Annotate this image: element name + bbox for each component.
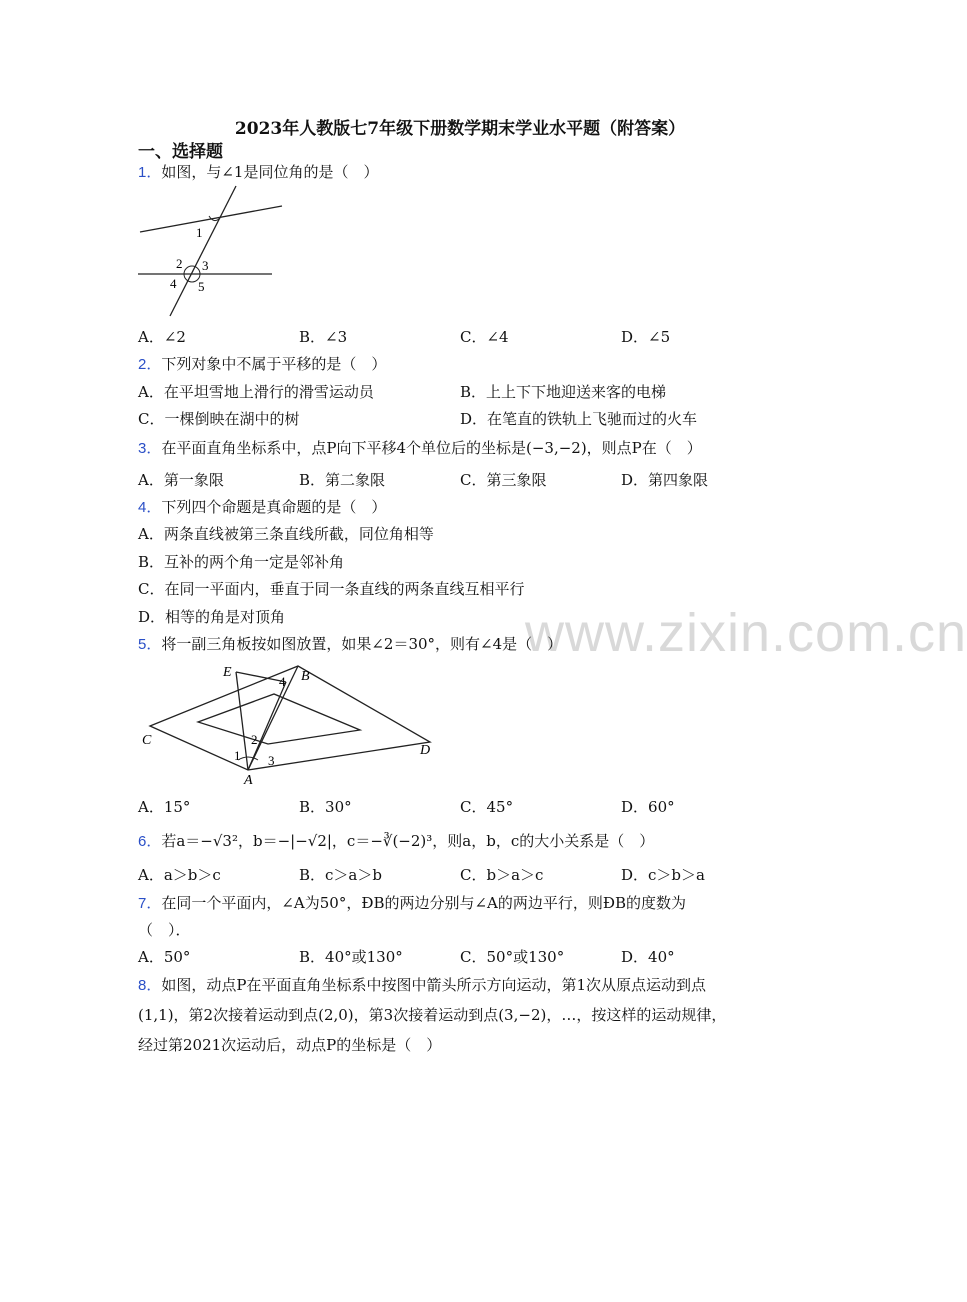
watermark: www.zixin.com.cn — [525, 603, 967, 663]
question-5 — [138, 633, 562, 654]
question-number: 2． — [138, 356, 162, 373]
option-d: D．c＞b＞a — [621, 866, 705, 884]
option-d: D．相等的角是对顶角 — [138, 608, 286, 626]
angle-label: 1 — [196, 225, 203, 240]
option-a: A．两条直线被第三条直线所截，同位角相等 — [138, 525, 434, 543]
question-number: 5． — [138, 636, 162, 653]
question-number: 7． — [138, 895, 162, 912]
option-a: A．50° — [138, 948, 191, 966]
option-b: B．30° — [299, 798, 352, 816]
question-text: 下列对象中不属于平移的是（ ） — [161, 355, 387, 373]
point-label: C — [142, 733, 152, 748]
point-label: E — [223, 665, 232, 680]
option-b: B．40°或130° — [299, 948, 403, 966]
option-a: A．第一象限 — [138, 471, 224, 489]
option-c: C．在同一平面内，垂直于同一条直线的两条直线互相平行 — [138, 580, 525, 598]
section-heading: 一、选择题 — [138, 142, 223, 162]
option-c: C．∠4 — [460, 328, 509, 346]
figure-parallel-lines — [136, 184, 286, 320]
question-text: 将一副三角板按如图放置，如果∠2＝30°，则有∠4是（ ） — [161, 635, 563, 653]
question-4 — [138, 496, 386, 517]
question-3 — [138, 437, 702, 458]
point-label: D — [420, 743, 431, 758]
angle-label: 4 — [279, 674, 286, 689]
option-b: B．c＞a＞b — [299, 866, 382, 884]
option-d: D．在笔直的铁轨上飞驰而过的火车 — [460, 410, 698, 428]
question-text: 如图，动点P在平面直角坐标系中按图中箭头所示方向运动，第1次从原点运动到点 — [161, 976, 706, 994]
figure-triangle-rulers — [138, 658, 438, 790]
question-number: 1． — [138, 164, 162, 181]
angle-label: 4 — [170, 276, 177, 291]
question-8-line2: (1,1)，第2次接着运动到点(2,0)，第3次接着运动到点(3,−2)，…，按这样的运动规律， — [138, 1006, 727, 1024]
option-c: C．一棵倒映在湖中的树 — [138, 410, 300, 428]
question-text: 若a＝−√3²，b＝−|−√2|，c＝−∛(−2)³，则a，b，c的大小关系是（ ） — [161, 832, 655, 850]
option-c: C．45° — [460, 798, 514, 816]
option-c: C．第三象限 — [460, 471, 547, 489]
angle-label: 2 — [251, 732, 258, 747]
option-d: D．60° — [621, 798, 675, 816]
option-a: A．∠2 — [138, 328, 186, 346]
option-b: B．互补的两个角一定是邻补角 — [138, 553, 345, 571]
question-7 — [138, 892, 686, 913]
option-b: B．第二象限 — [299, 471, 386, 489]
question-6 — [138, 830, 654, 851]
option-b: B．上上下下地迎送来客的电梯 — [460, 383, 667, 401]
question-text: 下列四个命题是真命题的是（ ） — [161, 498, 387, 516]
angle-label: 3 — [268, 753, 275, 768]
option-a: A．a＞b＞c — [138, 866, 221, 884]
option-d: D．第四象限 — [621, 471, 709, 489]
option-b: B．∠3 — [299, 328, 348, 346]
question-2 — [138, 353, 386, 374]
question-text: 在同一个平面内，∠A为50°，ÐB的两边分别与∠A的两边平行，则ÐB的度数为 — [161, 894, 686, 912]
question-number: 6． — [138, 833, 162, 850]
angle-label: 5 — [198, 279, 205, 294]
question-text: 如图，与∠1是同位角的是（ ） — [161, 163, 379, 181]
point-label: B — [301, 669, 310, 684]
question-8-line3: 经过第2021次运动后，动点P的坐标是（ ） — [138, 1036, 442, 1054]
angle-label: 1 — [234, 748, 241, 763]
angle-label: 3 — [202, 258, 209, 273]
option-a: A．15° — [138, 798, 191, 816]
option-c: C．50°或130° — [460, 948, 565, 966]
option-c: C．b＞a＞c — [460, 866, 544, 884]
option-a: A．在平坦雪地上滑行的滑雪运动员 — [138, 383, 374, 401]
option-d: D．∠5 — [621, 328, 671, 346]
question-7-cont: （ ）． — [138, 921, 191, 939]
option-d: D．40° — [621, 948, 675, 966]
question-number: 3． — [138, 440, 162, 457]
question-8 — [138, 974, 706, 995]
question-text: 在平面直角坐标系中，点P向下平移4个单位后的坐标是(−3,−2)，则点P在（ ） — [161, 439, 702, 457]
question-number: 8． — [138, 977, 162, 994]
page-title: 2023年人教版七7年级下册数学期末学业水平题（附答案） — [234, 119, 686, 139]
question-1 — [138, 161, 378, 182]
angle-label: 2 — [176, 256, 183, 271]
question-number: 4． — [138, 499, 162, 516]
point-label: A — [244, 773, 253, 788]
